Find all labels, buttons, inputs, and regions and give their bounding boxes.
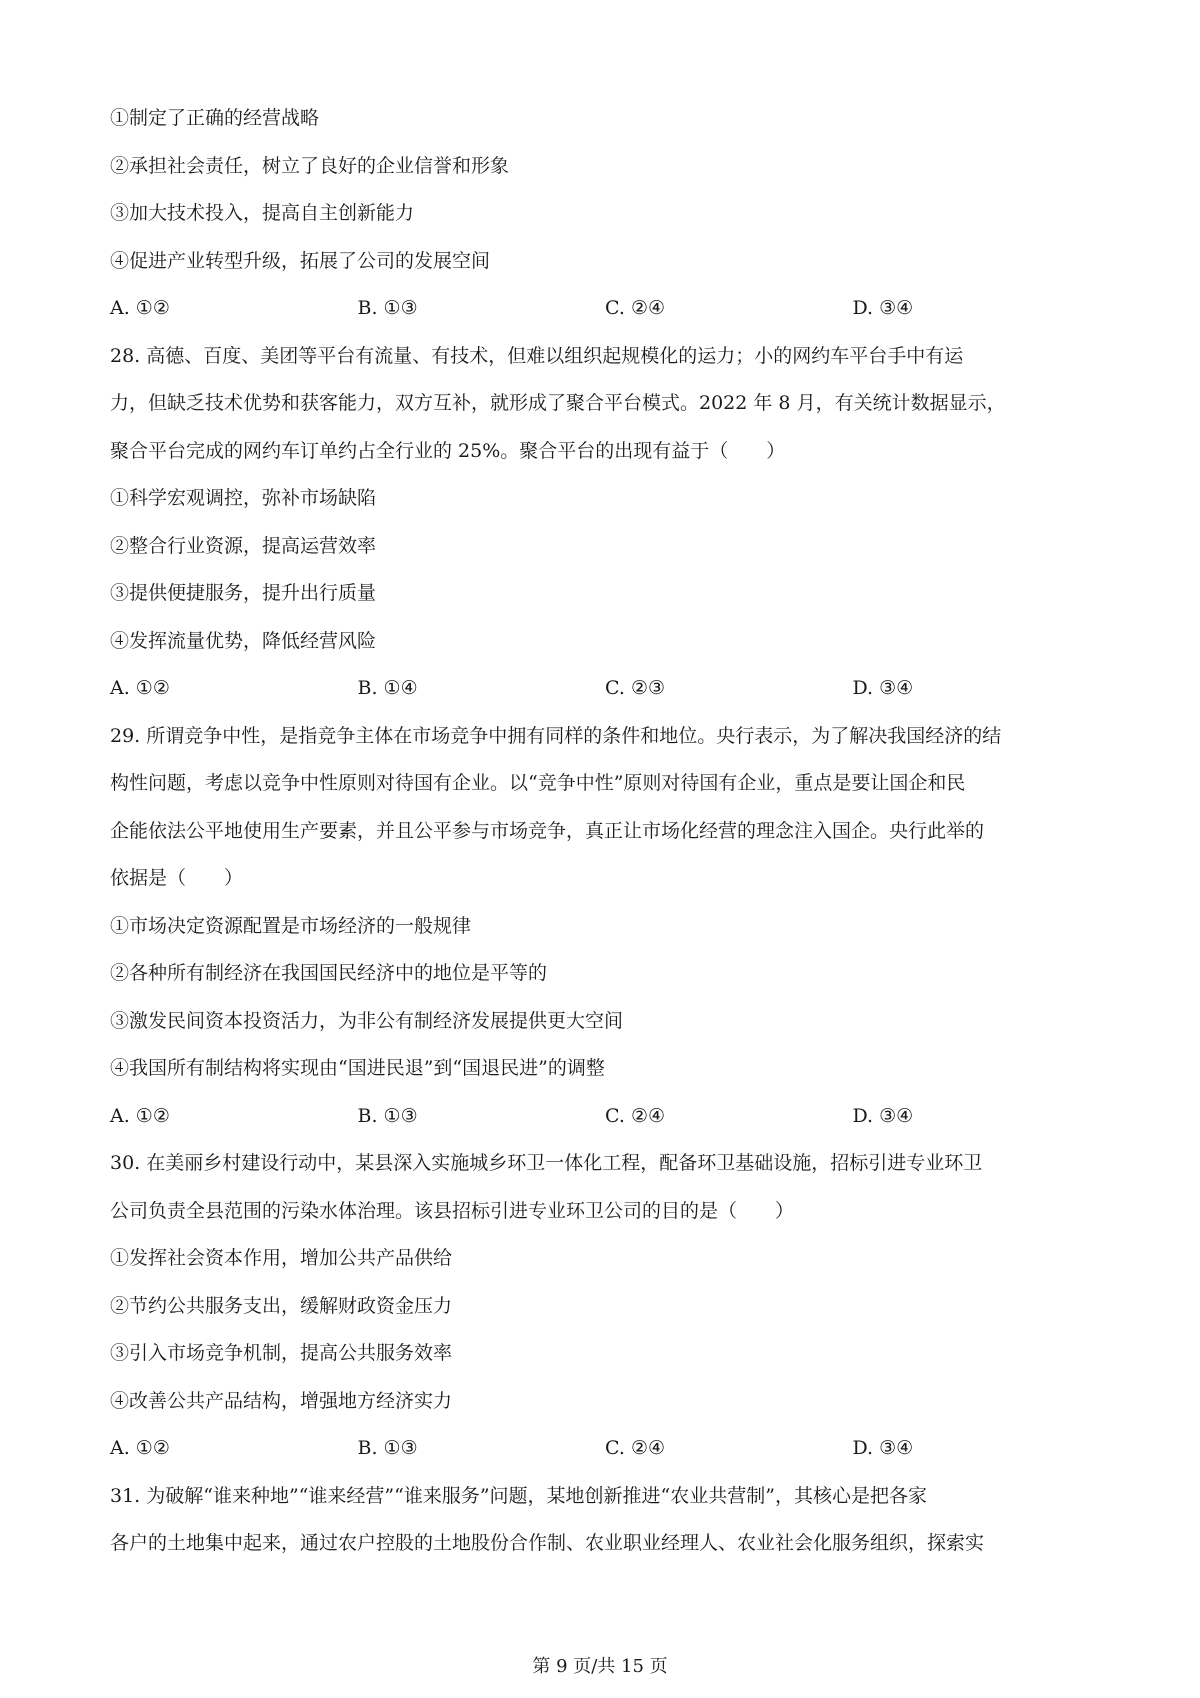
question-stem-line: 31. 为破解“谁来种地”“谁来经营”“谁来服务”问题，某地创新推进“农业共营制”，其核心是把各家 [110, 1484, 927, 1507]
option-2: ②各种所有制经济在我国国民经济中的地位是平等的 [110, 962, 548, 984]
question-stem-line: 公司负责全县范围的污染水体治理。该县招标引进专业环卫公司的目的是（ ） [110, 1199, 795, 1222]
question-30 [110, 1140, 1100, 1473]
option-1: ①市场决定资源配置是市场经济的一般规律 [110, 914, 472, 937]
choice-d: D. ③④ [852, 677, 914, 699]
question-31 [110, 1473, 1100, 1568]
choice-d: D. ③④ [852, 297, 914, 319]
option-4: ④改善公共产品结构，增强地方经济实力 [110, 1389, 453, 1412]
option-4: ④发挥流量优势，降低经营风险 [110, 629, 377, 652]
choice-d: D. ③④ [852, 1437, 914, 1459]
question-27 [110, 95, 1100, 333]
question-stem-line: 企能依法公平地使用生产要素，并且公平参与市场竞争，真正让市场化经营的理念注入国企。央行此举的 [110, 819, 985, 842]
page-content [110, 95, 1100, 1568]
option-1: ①发挥社会资本作用，增加公共产品供给 [110, 1247, 453, 1269]
question-stem-line: 聚合平台完成的网约车订单约占全行业的 25%。聚合平台的出现有益于（ ） [110, 439, 786, 462]
choice-a: A. ①② [110, 297, 170, 319]
choice-d: D. ③④ [852, 1104, 914, 1127]
question-stem-line: 力，但缺乏技术优势和获客能力，双方互补，就形成了聚合平台模式。2022 年 8 月，有关统计数据显示， [110, 392, 1006, 414]
answer-choices [110, 1425, 1100, 1473]
question-stem-line: 依据是（ ） [110, 867, 244, 889]
choice-b: B. ①③ [357, 1104, 418, 1127]
option-3: ③激发民间资本投资活力，为非公有制经济发展提供更大空间 [110, 1009, 624, 1032]
choice-b: B. ①③ [357, 297, 418, 319]
choice-b: B. ①③ [357, 1437, 418, 1459]
answer-choices [110, 1093, 1100, 1141]
option-2: ②承担社会责任，树立了良好的企业信誉和形象 [110, 154, 510, 177]
option-3: ③加大技术投入，提高自主创新能力 [110, 202, 415, 224]
choice-c: C. ②④ [605, 297, 666, 319]
choice-a: A. ①② [110, 677, 170, 699]
question-stem-line: 28. 高德、百度、美团等平台有流量、有技术，但难以组织起规模化的运力；小的网约车平台手中有运 [110, 344, 964, 367]
choice-a: A. ①② [110, 1104, 170, 1127]
question-stem-line: 构性问题，考虑以竞争中性原则对待国有企业。以“竞争中性”原则对待国有企业，重点是要让国企和民 [110, 772, 966, 794]
question-stem-line: 29. 所谓竞争中性，是指竞争主体在市场竞争中拥有同样的条件和地位。央行表示，为了解决我国经济的结 [110, 724, 1002, 747]
choice-b: B. ①④ [357, 677, 418, 699]
option-4: ④促进产业转型升级，拓展了公司的发展空间 [110, 249, 491, 272]
option-4: ④我国所有制结构将实现由“国进民退”到“国退民进”的调整 [110, 1057, 605, 1079]
option-2: ②整合行业资源，提高运营效率 [110, 534, 377, 557]
answer-choices [110, 285, 1100, 333]
option-2: ②节约公共服务支出，缓解财政资金压力 [110, 1294, 453, 1317]
choice-c: C. ②④ [605, 1104, 666, 1127]
choice-a: A. ①② [110, 1437, 170, 1459]
choice-c: C. ②④ [605, 1437, 666, 1459]
question-stem-line: 30. 在美丽乡村建设行动中，某县深入实施城乡环卫一体化工程，配备环卫基础设施，招标引进专业环卫 [110, 1152, 983, 1174]
option-1: ①制定了正确的经营战略 [110, 107, 320, 129]
question-28 [110, 333, 1100, 713]
answer-choices [110, 665, 1100, 713]
page-number: 第 9 页/共 15 页 [532, 1656, 668, 1677]
option-3: ③引入市场竞争机制，提高公共服务效率 [110, 1342, 453, 1364]
option-1: ①科学宏观调控，弥补市场缺陷 [110, 487, 377, 509]
option-3: ③提供便捷服务，提升出行质量 [110, 582, 377, 604]
question-stem-line: 各户的土地集中起来，通过农户控股的土地股份合作制、农业职业经理人、农业社会化服务组织，探索实 [110, 1532, 985, 1554]
question-29 [110, 713, 1100, 1141]
choice-c: C. ②③ [605, 677, 666, 699]
page-footer [0, 1652, 1200, 1678]
